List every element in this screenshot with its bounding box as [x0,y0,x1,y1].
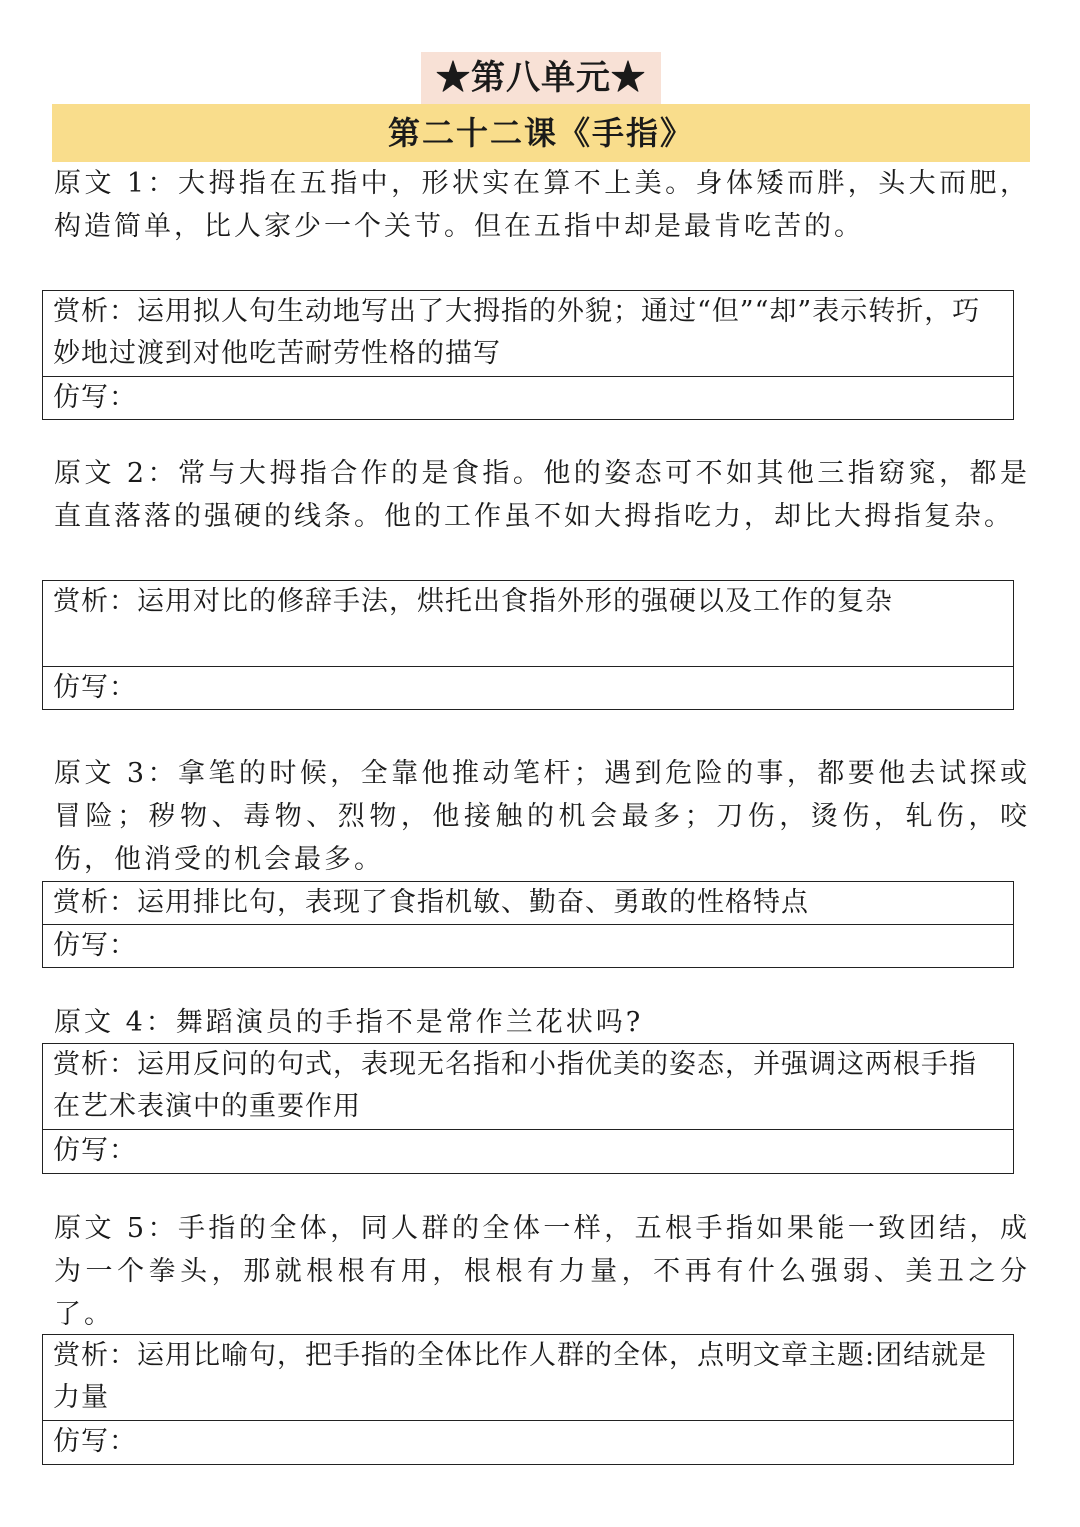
original-text-4: 原文 4：舞蹈演员的手指不是常作兰花状吗? [54,1007,644,1038]
analysis-box-4 [42,1043,1014,1174]
analysis-text-5: 赏析：运用比喻句，把手指的全体比作人群的全体，点明文章主题:团结就是力量 [43,1335,1013,1421]
imitation-field-5[interactable]: 仿写： [53,1426,137,1457]
analysis-text-3: 赏析：运用排比句，表现了食指机敏、勤奋、勇敢的性格特点 [43,882,1013,925]
original-text-5: 原文 5：手指的全体，同人群的全体一样，五根手指如果能一致团结，成为一个拳头，那就根根有用，根根有力量，不再有什么强弱、美丑之分了。 [54,1213,1030,1330]
original-text-2: 原文 2：常与大拇指合作的是食指。他的姿态可不如其他三指窈窕，都是直直落落的强硬的线条。他的工作虽不如大拇指吃力，却比大拇指复杂。 [54,458,1030,532]
imitation-field-1[interactable]: 仿写： [53,382,137,413]
imitation-field-4[interactable]: 仿写： [53,1135,137,1166]
analysis-text-1: 赏析：运用拟人句生动地写出了大拇指的外貌；通过“但”“却”表示转折，巧妙地过渡到对他吃苦耐劳性格的描写 [43,291,1013,377]
analysis-text-2: 赏析：运用对比的修辞手法，烘托出食指外形的强硬以及工作的复杂 [43,581,1013,667]
analysis-text-4: 赏析：运用反问的句式，表现无名指和小指优美的姿态，并强调这两根手指在艺术表演中的重要作用 [43,1044,1013,1130]
analysis-box-1 [42,290,1014,420]
original-text-3: 原文 3：拿笔的时候，全靠他推动笔杆；遇到危险的事，都要他去试探或冒险；秽物、毒物、烈物，他接触的机会最多；刀伤，烫伤，轧伤，咬伤，他消受的机会最多。 [54,758,1030,875]
analysis-box-3 [42,881,1014,968]
lesson-title: 第二十二课《手指》 [52,104,1030,162]
unit-title: ★第八单元★ [421,52,661,104]
analysis-box-2 [42,580,1014,710]
analysis-box-5 [42,1334,1014,1465]
imitation-field-2[interactable]: 仿写： [53,672,137,703]
imitation-field-3[interactable]: 仿写： [53,930,137,961]
original-text-1: 原文 1：大拇指在五指中，形状实在算不上美。身体矮而胖，头大而肥，构造简单，比人家少一个关节。但在五指中却是最肯吃苦的。 [54,168,1030,242]
